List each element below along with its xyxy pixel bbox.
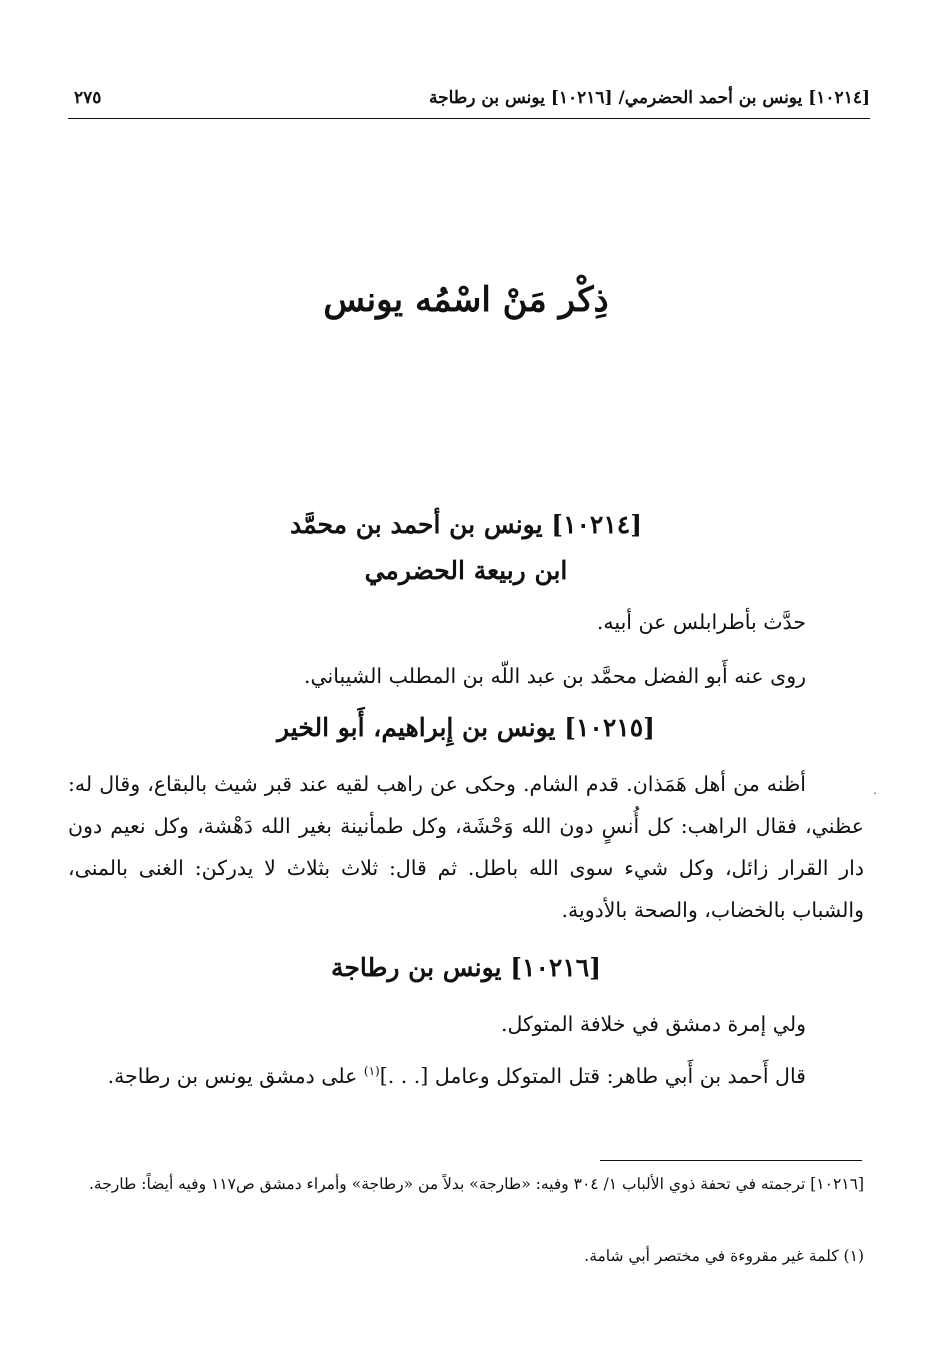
entry-10215-paragraph-1: أظنه من أهل هَمَذان. قدم الشام. وحكى عن راهب لقيه عند قبر شيث بالبقاع، وقال له: عظني، فقال الراهب: كل أُنسٍ دون الله وَحْشَة، وكل طمأنينة بغير الله دَهْشة، وكل نعيم دون دار القرار زائل، وكل شيء سوى الله باطل. ثم قال: ثلاث بثلاث لا يدركن: الغنى بالمنى، والشباب بالخضاب، والصحة بالأدوية. (68, 772, 864, 922)
footnote-marker[interactable]: (١) (363, 1064, 380, 1079)
page-number: ٢٧٥ (74, 88, 102, 108)
footnote-2: (١) كلمة غير مقروءة في مختصر أبي شامة. (584, 1247, 864, 1265)
entry-10216-paragraph-2-text: قال أَحمد بن أَبي طاهر: قتل المتوكل وعامل [. . .] (379, 1064, 806, 1088)
running-head (68, 88, 870, 119)
entry-10216-paragraph-2 (68, 1055, 864, 1097)
margin-dot: . (873, 783, 877, 797)
footnote-1: [١٠٢١٦] ترجمته في تحفة ذوي الألباب ١/ ٣٠٤ وفيه: «طارجة» بدلاً من «رطاجة» وأمراء دمشق ص١١٧ وفيه أيضاً: طارجة. (88, 1175, 864, 1193)
entry-heading-10214: [١٠٢١٤] يونس بن أحمد بن محمَّد (289, 510, 643, 539)
entry-heading-10214-line2: ابن ربيعة الحضرمي (364, 556, 568, 585)
running-title: [١٠٢١٤] يونس بن أحمد الحضرمي/ [١٠٢١٦] يونس بن رطاجة (428, 88, 870, 108)
entry-10216-paragraph-1: ولي إمرة دمشق في خلافة المتوكل. (501, 1012, 806, 1036)
chapter-title: ذِكْر مَنْ اسْمُه يونس (323, 280, 609, 320)
footnote-separator (600, 1160, 862, 1161)
entry-10214-paragraph-1: حدَّث بأطرابلس عن أبيه. (596, 610, 806, 634)
entry-heading-10216: [١٠٢١٦] يونس بن رطاجة (330, 953, 602, 982)
entry-10214-paragraph-2: روى عنه أَبو الفضل محمَّد بن عبد اللّه بن المطلب الشيباني. (303, 664, 806, 688)
entry-10216-paragraph-2-tail: على دمشق يونس بن رطاجة. (107, 1064, 364, 1088)
entry-heading-10215: [١٠٢١٥] يونس بن إِبراهيم، أَبو الخير (277, 713, 655, 742)
